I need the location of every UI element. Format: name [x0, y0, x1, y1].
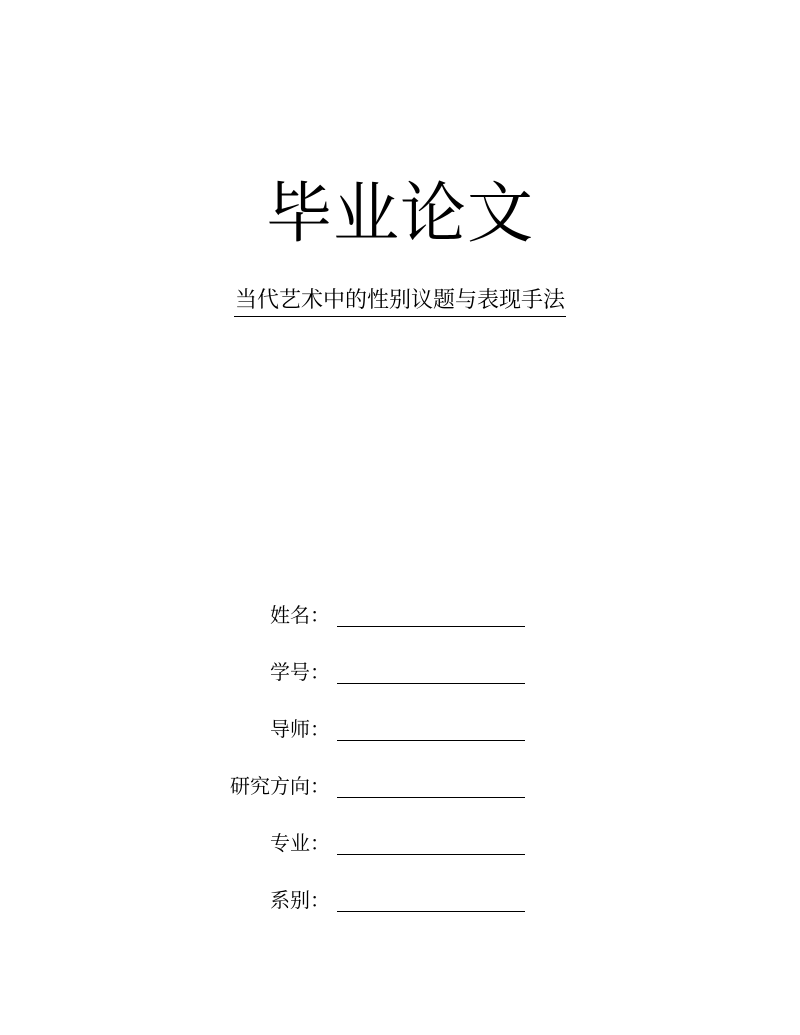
- name-label: 姓名：: [270, 603, 330, 627]
- subtitle-container: [0, 286, 800, 317]
- info-row-advisor: [0, 714, 800, 748]
- major-label: 专业：: [270, 831, 330, 855]
- page-title: 毕业论文: [266, 175, 534, 252]
- info-row-major: [0, 828, 800, 862]
- research-direction-label: 研究方向：: [230, 774, 330, 798]
- info-row-research-direction: [0, 771, 800, 805]
- department-blank-line[interactable]: [337, 911, 525, 912]
- advisor-label: 导师：: [270, 717, 330, 741]
- department-label: 系别：: [270, 888, 330, 912]
- advisor-blank-line[interactable]: [337, 740, 525, 741]
- student-id-blank-line[interactable]: [337, 683, 525, 684]
- info-row-student-id: [0, 657, 800, 691]
- research-direction-blank-line[interactable]: [337, 797, 525, 798]
- info-row-name: [0, 600, 800, 634]
- major-blank-line[interactable]: [337, 854, 525, 855]
- name-blank-line[interactable]: [337, 626, 525, 627]
- student-id-label: 学号：: [270, 660, 330, 684]
- thesis-topic: 当代艺术中的性别议题与表现手法: [234, 286, 566, 317]
- info-row-department: [0, 885, 800, 919]
